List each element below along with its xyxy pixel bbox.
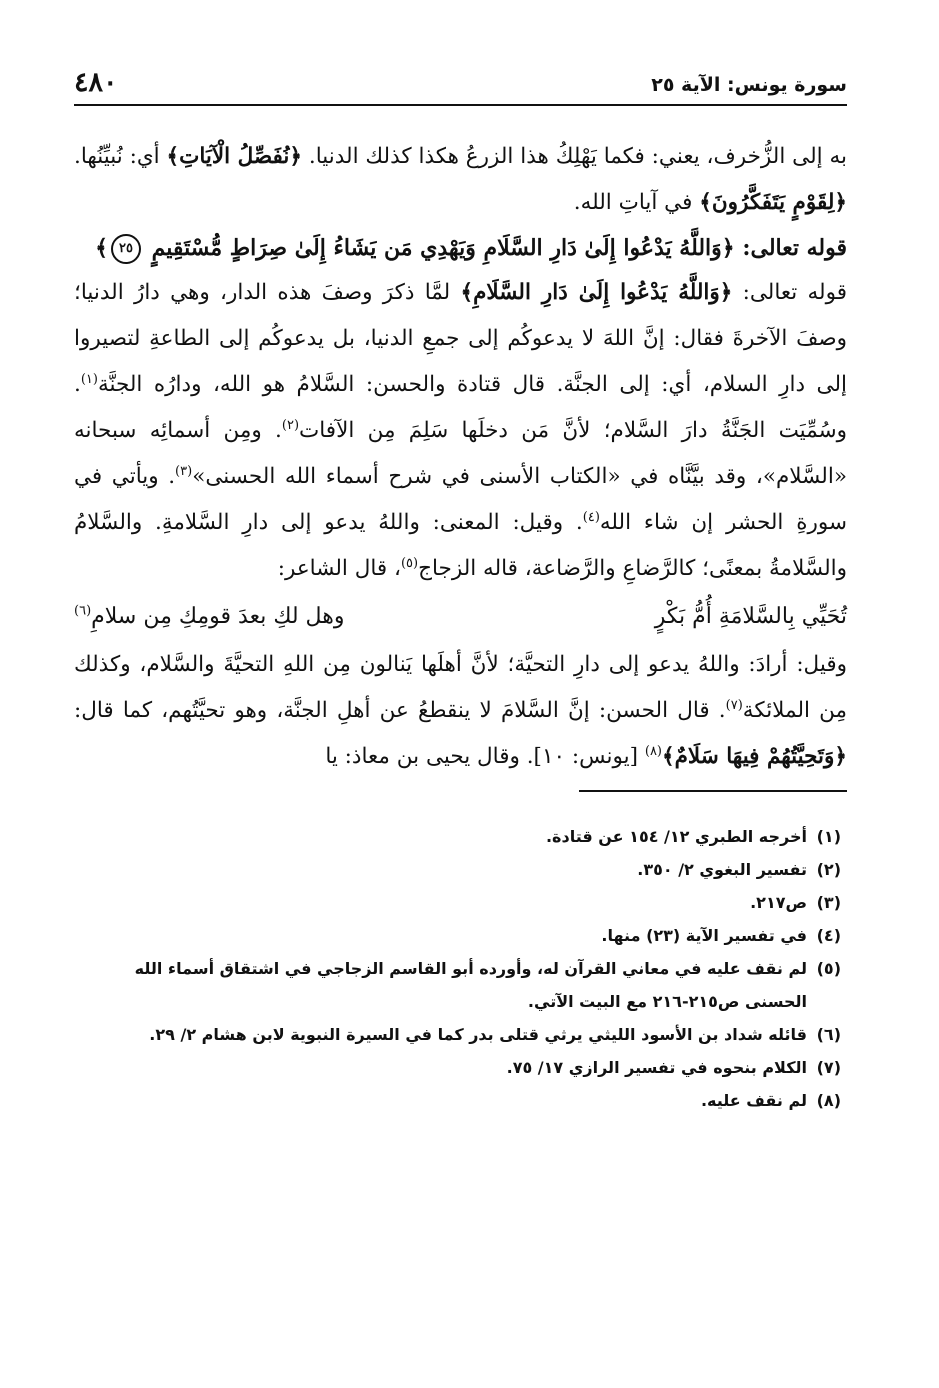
footnote-ref[interactable]: (٨) <box>644 743 662 759</box>
verse-heading-label: قوله تعالى: <box>742 235 847 261</box>
footnote-number: (٢) <box>816 860 841 879</box>
text-run: . قال الحسن: إنَّ السَّلامَ لا ينقطعُ عن أهلِ الجنَّة، وهو تحيَّتُهم، كما قال: <box>74 698 726 723</box>
footnote-number: (١) <box>816 827 841 846</box>
quran-quote: ﴿وَتَحِيَّتُهُمْ فِيهَا سَلَامٌ﴾ <box>662 744 847 769</box>
footnote-number: (٥) <box>816 959 841 978</box>
poem-hemistich-text: وهل لكِ بعدَ قومِكِ مِن سلامِ <box>91 604 345 629</box>
main-text <box>74 134 847 780</box>
footnote-text: الكلام بنحوه في تفسير الرازي ١٧/ ٧٥. <box>506 1058 807 1077</box>
footnote-ref[interactable]: (٦) <box>74 603 92 619</box>
text-run: . وقيل: المعنى: واللهُ يدعو إلى دارِ السَّلامةِ. والسَّلامُ والسَّلامةُ بمعنًى؛ كالرَّضاعِ والرَّضاعة، قاله الزجاج <box>74 510 847 581</box>
footnote-text: ص٢١٧. <box>750 893 807 912</box>
verse-heading <box>74 226 847 270</box>
footnote-ref[interactable]: (٢) <box>281 417 300 433</box>
poem-hemistich-second <box>74 594 344 640</box>
ayah-number-marker: ٢٥ <box>111 234 141 264</box>
footnote-number: (٦) <box>816 1025 841 1044</box>
paragraph <box>74 134 847 226</box>
text-run: . وسُمِّيَت الجَنَّةُ دارَ السَّلام؛ لأنَّ مَن دخلَها سَلِمَ مِن الآفات <box>74 372 847 443</box>
footnote-number: (٧) <box>816 1058 841 1077</box>
text-run: [يونس: ١٠]. وقال يحيى بن معاذ: يا <box>325 744 639 769</box>
footnote-number: (٣) <box>816 893 841 912</box>
footnote-item <box>74 886 841 919</box>
running-header <box>74 58 847 106</box>
footnote-ref[interactable]: (٧) <box>725 697 743 713</box>
poem-hemistich-first: تُحَيِّي بِالسَّلامَةِ أُمُّ بَكْرٍ <box>654 604 847 629</box>
quran-quote: ﴿لِقَوْمٍ يَتَفَكَّرُونَ﴾ <box>699 190 847 215</box>
text-run: . ومِن أسمائِه سبحانه «السَّلام»، وقد بيَّنَّاه في «الكتاب الأسنى في شرح أسماء الله الحسنى» <box>74 418 847 489</box>
footnote-text: تفسير البغوي ٢/ ٣٥٠. <box>637 860 807 879</box>
footnote-text: أخرجه الطبري ١٢/ ١٥٤ عن قتادة. <box>545 827 807 846</box>
page-number: ٤٨٠ <box>74 67 118 98</box>
footnote-ref[interactable]: (٣) <box>175 463 193 479</box>
footnote-text: في تفسير الآية (٢٣) منها. <box>601 926 807 945</box>
text-run: في آياتِ الله. <box>573 190 693 215</box>
text-run: أي: نُبيِّنُها. <box>74 144 160 169</box>
poem-verse <box>74 594 847 640</box>
footnote-number: (٤) <box>816 926 841 945</box>
text-run: قوله تعالى: <box>742 280 847 305</box>
footnote-text: لم نقف عليه في معاني القرآن له، وأورده أبو القاسم الزجاجي في اشتقاق أسماء الله الحسنى ص٢١٥-٢١٦ مع البيت الآتي. <box>134 959 807 1011</box>
paragraph <box>74 642 847 780</box>
text-run: به إلى الزُّخرف، يعني: فكما يَهْلِكُ هذا الزرعُ هكذا كذلك الدنيا. <box>308 144 847 169</box>
footnote-item <box>74 1018 841 1051</box>
quran-bracket: ﴾ <box>95 235 108 261</box>
footnote-item <box>74 1051 841 1084</box>
footnote-divider <box>579 790 847 792</box>
footnote-item <box>74 853 841 886</box>
text-run: . ويأتي في سورةِ الحشر إن شاء الله <box>74 464 847 535</box>
footnote-item <box>74 1084 841 1117</box>
header-title: سورة يونس: الآية ٢٥ <box>651 74 847 96</box>
text-run: وقيل: أرادَ: واللهُ يدعو إلى دارِ التحيَّة؛ لأنَّ أهلَها يَنالون مِن اللهِ التحيَّةَ والسَّلام، وكذلك مِن الملائكة <box>74 652 847 723</box>
footnote-text: لم نقف عليه. <box>700 1091 807 1110</box>
footnote-item <box>74 952 841 1018</box>
text-run: لمَّا ذكرَ وصفَ هذه الدار، وهي دارُ الدنيا؛ وصفَ الآخرةَ فقال: إنَّ اللهَ لا يدعوكُم إلى جمعِ الدنيا، بل يدعوكُم إلى الطاعةِ لتصيروا إلى دارِ السلام، أي: إلى الجنَّة. قال قتادة والحسن: السَّلامُ هو الله، ودارُه الجنَّة <box>74 280 847 397</box>
footnotes <box>74 820 847 1117</box>
footnote-ref[interactable]: (٥) <box>400 555 419 571</box>
quran-quote: ﴿وَاللَّهُ يَدْعُوا إِلَىٰ دَارِ السَّلَامِ﴾ <box>460 280 733 305</box>
footnote-item <box>74 919 841 952</box>
text-run: ، قال الشاعر: <box>277 556 401 581</box>
footnote-ref[interactable]: (٤) <box>582 509 600 525</box>
quran-quote: ﴿نُفَصِّلُ الْآيَاتِ﴾ <box>166 144 303 169</box>
footnote-number: (٨) <box>816 1091 841 1110</box>
paragraph <box>74 270 847 592</box>
footnote-ref[interactable]: (١) <box>80 371 98 387</box>
footnote-item <box>74 820 841 853</box>
quran-quote: ﴿وَاللَّهُ يَدْعُوا إِلَىٰ دَارِ السَّلَامِ وَيَهْدِي مَن يَشَاءُ إِلَىٰ صِرَاطٍ مُّسْتَقِيمٍ <box>151 235 735 261</box>
footnote-text: قائله شداد بن الأسود الليثي يرثي قتلى بدر كما في السيرة النبوية لابن هشام ٢/ ٢٩. <box>149 1025 807 1044</box>
